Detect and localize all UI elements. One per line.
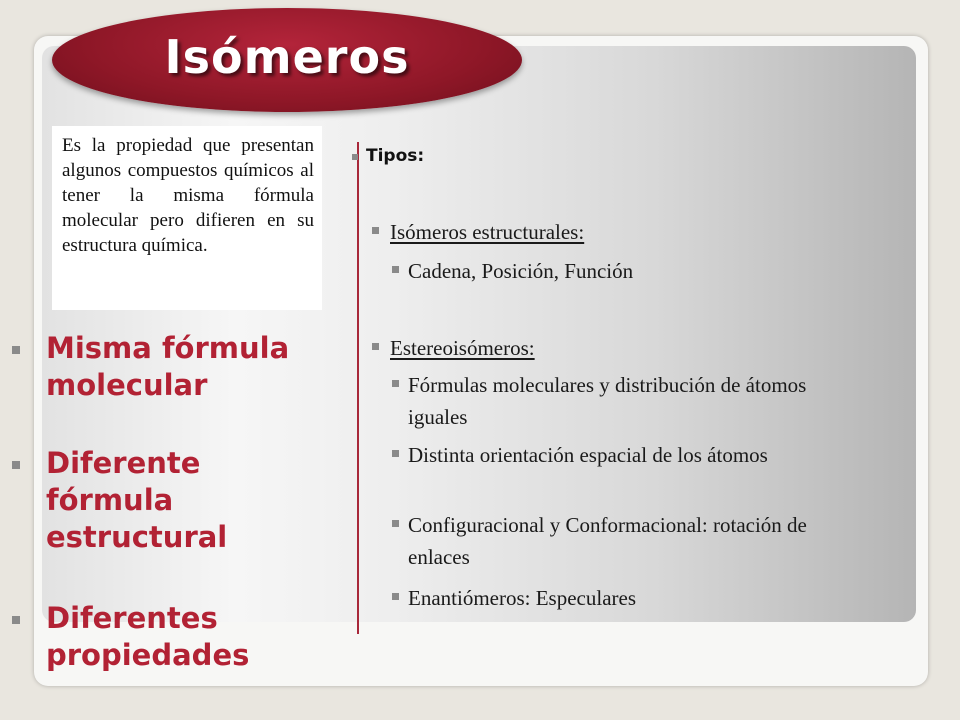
bullet-icon bbox=[12, 616, 20, 624]
bullet-icon bbox=[392, 450, 399, 457]
bullet-icon bbox=[352, 154, 358, 160]
bullet-icon bbox=[12, 346, 20, 354]
structural-isomers-label: Isómeros estructurales: bbox=[390, 220, 585, 244]
stereo-item: Fórmulas moleculares y distribución de átomos iguales bbox=[408, 373, 807, 429]
stereo-item: Enantiómeros: Especulares bbox=[408, 586, 637, 610]
stereo-item: Configuracional y Conformacional: rotación de enlaces bbox=[408, 513, 807, 569]
stereo-item: Distinta orientación espacial de los átomos bbox=[408, 443, 768, 467]
property-item: Diferente fórmula estructural bbox=[46, 446, 228, 554]
bullet-icon bbox=[392, 266, 399, 273]
stereoisomers-label: Estereoisómeros: bbox=[390, 336, 535, 360]
property-item: Misma fórmula molecular bbox=[46, 331, 290, 402]
bullet-icon bbox=[392, 520, 399, 527]
bullet-icon bbox=[12, 461, 20, 469]
bullet-icon bbox=[372, 343, 379, 350]
types-heading: Tipos: bbox=[366, 146, 425, 166]
bullet-icon bbox=[392, 380, 399, 387]
definition-box: Es la propiedad que presentan algunos compuestos químicos al tener la misma fórmula molecular pero difieren en su estructura química. bbox=[52, 126, 322, 310]
column-divider bbox=[357, 142, 359, 634]
structural-item: Cadena, Posición, Función bbox=[408, 259, 634, 283]
bullet-icon bbox=[392, 593, 399, 600]
slide-title: Isómeros bbox=[164, 30, 410, 84]
bullet-icon bbox=[372, 227, 379, 234]
property-item: Diferentes propiedades bbox=[46, 601, 250, 672]
